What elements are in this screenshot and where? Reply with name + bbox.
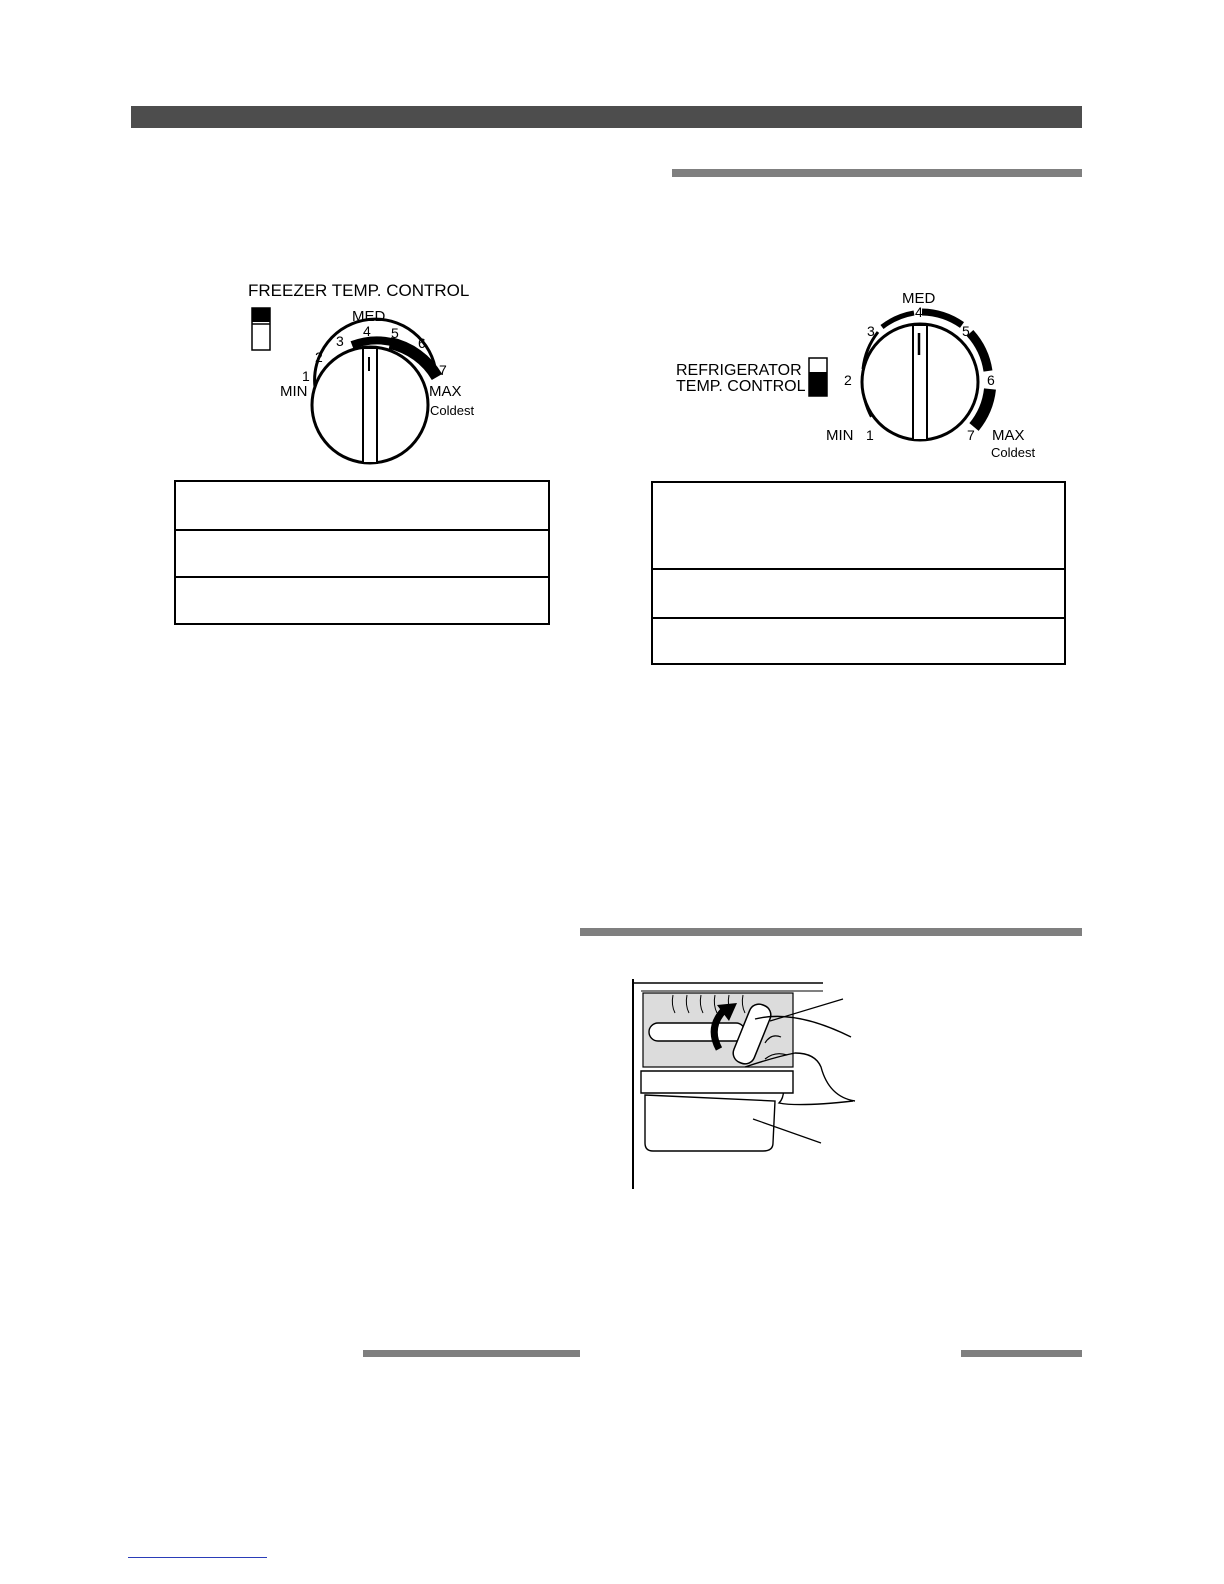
svg-text:7: 7 [439, 362, 447, 378]
table-row [176, 578, 548, 623]
freezer-med-label: MED [352, 308, 386, 325]
table-row [653, 483, 1064, 570]
section-rule-controls [672, 169, 1082, 177]
svg-text:7: 7 [967, 427, 975, 443]
refrigerator-coldest-label: Coldest [991, 445, 1036, 460]
freezer-settings-table [174, 480, 550, 625]
svg-text:3: 3 [867, 323, 875, 339]
refrigerator-settings-table [651, 481, 1066, 665]
svg-text:2: 2 [315, 349, 323, 365]
refrigerator-control-title-line2: TEMP. CONTROL [676, 378, 806, 395]
footer-rule-right [961, 1350, 1082, 1357]
svg-text:6: 6 [418, 335, 426, 351]
table-row [176, 482, 548, 531]
svg-text:5: 5 [962, 323, 970, 339]
svg-text:4: 4 [363, 323, 371, 339]
svg-text:1: 1 [866, 427, 874, 443]
freezer-temp-control-dial [240, 275, 500, 475]
section-rule-ice [580, 928, 1082, 936]
table-row [176, 531, 548, 578]
table-row [653, 570, 1064, 619]
footnote-rule [128, 1557, 267, 1559]
refrigerator-med-label: MED [902, 290, 936, 307]
refrigerator-max-label: MAX [992, 427, 1025, 444]
refrigerator-min-label: MIN [826, 427, 854, 444]
footer-rule-left [363, 1350, 580, 1357]
header-bar [131, 106, 1082, 128]
freezer-max-label: MAX [429, 383, 462, 400]
refrigerator-control-title-line1: REFRIGERATOR [676, 362, 802, 379]
svg-text:3: 3 [336, 333, 344, 349]
freezer-control-title: FREEZER TEMP. CONTROL [248, 281, 470, 300]
freezer-coldest-label: Coldest [430, 403, 475, 418]
svg-text:1: 1 [302, 368, 310, 384]
freezer-min-label: MIN [280, 383, 308, 400]
svg-text:2: 2 [844, 372, 852, 388]
svg-text:6: 6 [987, 372, 995, 388]
svg-text:4: 4 [915, 304, 923, 320]
refrigerator-temp-control-dial [670, 285, 1050, 465]
ice-tray-illustration [625, 975, 865, 1195]
svg-text:5: 5 [391, 325, 399, 341]
table-row [653, 619, 1064, 663]
